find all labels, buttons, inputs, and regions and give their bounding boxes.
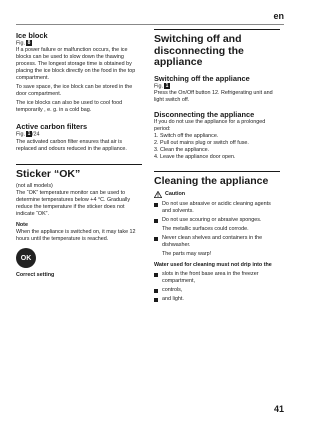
- fig-number-badge: 1: [165, 82, 169, 89]
- caution-sub-item: The metallic surfaces could corrode.: [162, 226, 249, 233]
- warning-triangle-icon: [154, 191, 162, 198]
- sticker-subtitle: (not all models): [16, 183, 53, 190]
- switch-off-subheading: Switching off the appliance: [154, 73, 250, 83]
- switch-off-heading: Switching off and disconnecting the appliance: [154, 33, 244, 68]
- language-code: en: [273, 11, 284, 21]
- ice-block-fig-ref: Fig. 8: [16, 40, 31, 47]
- section-divider: [16, 164, 142, 165]
- step-item: 2. Pull out mains plug or switch off fuse.: [154, 139, 249, 146]
- cleaning-heading: Cleaning the appliance: [154, 174, 269, 187]
- bullet-square-icon: [154, 273, 158, 277]
- water-item: controls,: [154, 287, 280, 294]
- water-item: and light.: [154, 296, 280, 303]
- section-divider: [154, 171, 280, 172]
- caution-list: [154, 201, 280, 258]
- step-item: 4. Leave the appliance door open.: [154, 153, 236, 160]
- section-divider: [154, 29, 280, 30]
- carbon-filter-heading: Active carbon filters: [16, 122, 88, 132]
- caution-item: Do not use abrasive or acidic cleaning agents and solvents.: [154, 201, 280, 215]
- note-label: Note: [16, 222, 28, 229]
- ice-block-text-3: The ice blocks can also be used to cool food temporarily , e. g. in a cold bag.: [16, 100, 123, 114]
- ice-block-text-1: If a power failure or malfunction occurs, the ice blocks can be used to slow down the thawing process. The longest storage time is obtained by placing the ice block directly on the food in the top compartment.: [16, 47, 136, 82]
- ok-sticker-icon: OK: [16, 248, 36, 268]
- caution-label: Caution: [165, 191, 186, 198]
- step-item: 3. Clean the appliance.: [154, 146, 210, 153]
- right-column: [154, 26, 280, 303]
- disconnect-subheading: Disconnecting the appliance: [154, 109, 255, 119]
- disconnect-intro: If you do not use the appliance for a prolonged period:: [154, 118, 266, 132]
- bullet-square-icon: [154, 237, 158, 241]
- carbon-filter-fig-ref: Fig. 1 /24: [16, 131, 40, 138]
- bullet-square-icon: [154, 219, 158, 223]
- ok-caption: Correct setting: [16, 272, 55, 279]
- carbon-filter-text: The activated carbon filter ensures that air is replaced and odours reduced in the appliance.: [16, 138, 127, 152]
- step-item: 1. Switch off the appliance.: [154, 132, 219, 139]
- sticker-text: The “OK” temperature monitor can be used to determine temperatures below +4 °C. Gradually reduce the temperature if the sticker does not indicate “OK”.: [16, 190, 131, 218]
- bullet-square-icon: [154, 289, 158, 293]
- left-column: [16, 26, 142, 279]
- bullet-square-icon: [154, 298, 158, 302]
- note-text: When the appliance is switched on, it may take 12 hours until the temperature is reached.: [16, 229, 136, 243]
- switch-off-fig-ref: Fig. 1: [154, 82, 169, 89]
- switch-off-text: Press the On/Off button 12. Refrigerating unit and light switch off.: [154, 89, 273, 103]
- caution-item: Never clean shelves and containers in the dishwasher.: [154, 235, 280, 249]
- header-rule: [16, 24, 284, 25]
- ice-block-text-2: To save space, the ice block can be stored in the door compartment.: [16, 84, 133, 98]
- caution-item: Do not use scouring or abrasive sponges.: [154, 217, 280, 224]
- page-number: 41: [273, 404, 284, 414]
- water-item: slots in the front base area in the freezer compartment,: [154, 271, 280, 285]
- water-list: [154, 271, 280, 303]
- fig-number-badge: 8: [27, 40, 31, 46]
- caution-sub-item: The parts may warp!: [162, 251, 212, 258]
- disconnect-steps: [154, 133, 280, 161]
- caution-line: [154, 191, 280, 198]
- ice-block-heading: Ice block: [16, 31, 48, 40]
- bullet-square-icon: [154, 203, 158, 207]
- sticker-heading: Sticker “OK”: [16, 167, 81, 180]
- fig-number-badge: 1: [27, 131, 31, 138]
- water-heading: Water used for cleaning must not drip into the: [154, 262, 272, 269]
